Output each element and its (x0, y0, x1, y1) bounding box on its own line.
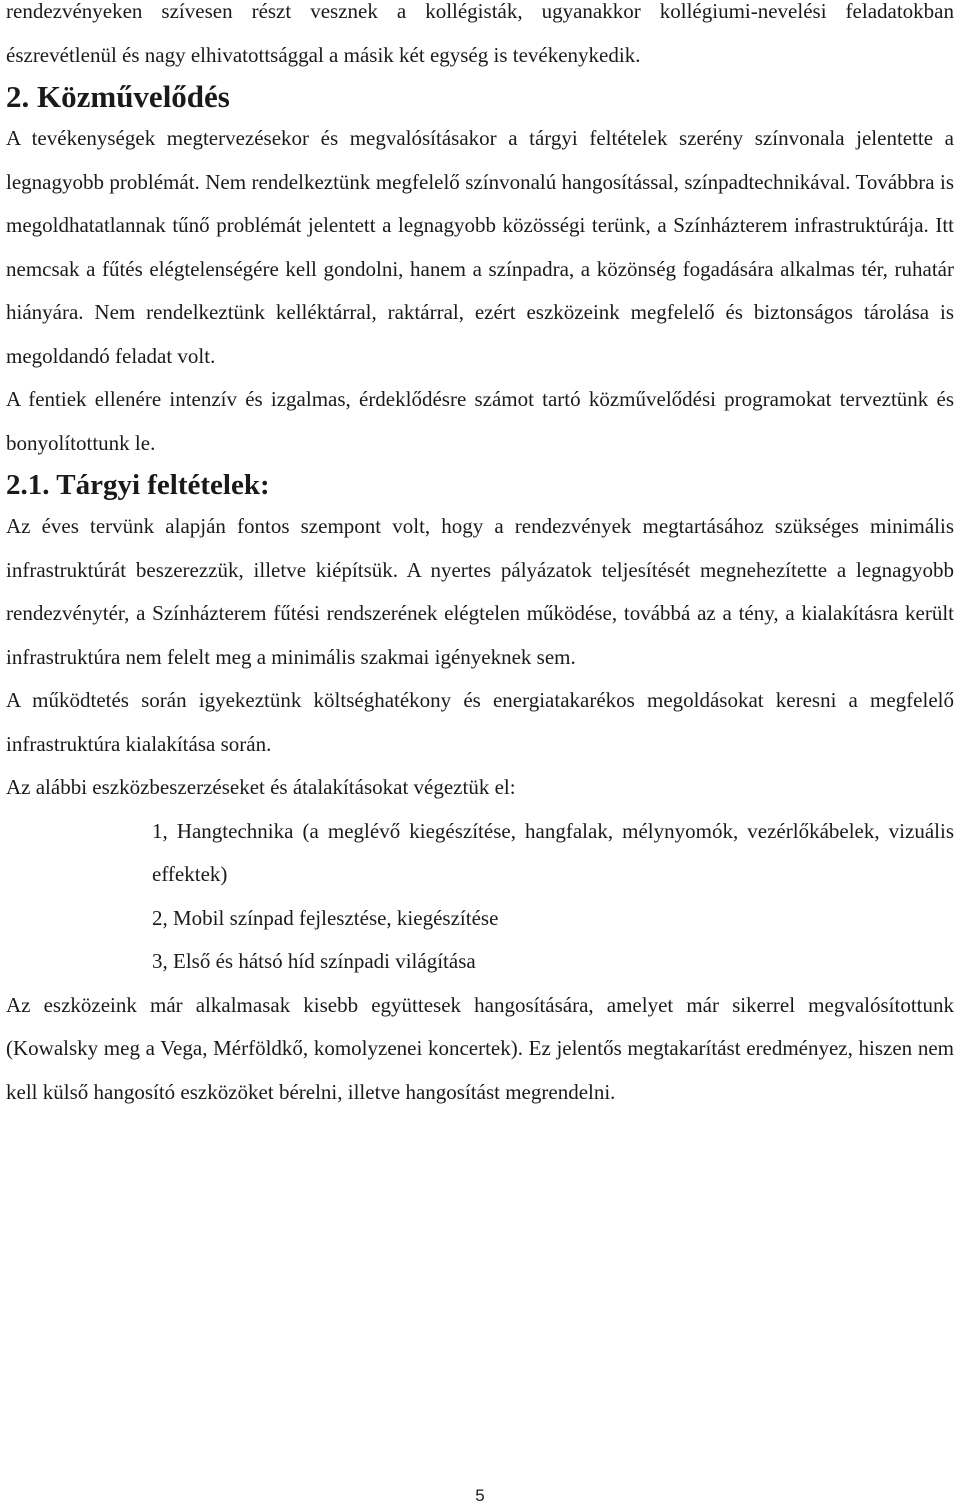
section-heading: 2. Közművelődés (6, 79, 230, 114)
intro-paragraph: rendezvényeken szívesen részt vesznek a kollégisták, ugyanakkor kollégiumi-nevelési feladatokban észrevétlenül és nagy elhivatottsággal a másik két egység is tevékenykedik. (6, 0, 954, 67)
subsection-paragraph: Az alábbi eszközbeszerzéseket és átalakításokat végeztük el: (6, 775, 516, 799)
closing-paragraph: Az eszközeink már alkalmasak kisebb együttesek hangosítására, amelyet már sikerrel megvalósítottunk (Kowalsky meg a Vega, Mérföldkő, komolyzenei koncertek). Ez jelentős megtakarítást eredményez, hiszen nem kell külső hangosító eszközöket bérelni, illetve hangosítást megrendelni. (6, 992, 954, 1104)
list-item: 3, Első és hátsó híd színpadi világítása (152, 949, 476, 973)
procurement-list (6, 810, 954, 984)
list-item: 2, Mobil színpad fejlesztése, kiegészítése (152, 905, 499, 930)
section-paragraph: A fentiek ellenére intenzív és izgalmas, érdeklődésre számot tartó közművelődési programokat terveztünk és bonyolítottunk le. (6, 387, 954, 455)
page-number: 5 (475, 1486, 485, 1505)
section-paragraph: A tevékenységek megtervezésekor és megvalósításakor a tárgyi feltételek szerény színvonala jelentette a legnagyobb problémát. Nem rendelkeztünk megfelelő színvonalú hangosítással, színpadtechnikával. Továbbra is megoldhatatlannak tűnő problémát jelentett a legnagyobb közösségi terünk, a Színházterem infrastruktúrája. Itt nemcsak a fűtés elégtelenségére kell gondolni, hanem a színpadra, a közönség fogadására alkalmas tér, ruhatár hiányára. Nem rendelkeztünk kelléktárral, raktárral, ezért eszközeink megfelelő és biztonságos tárolása is megoldandó feladat volt. (6, 126, 954, 368)
subsection-paragraph: Az éves tervünk alapján fontos szempont volt, hogy a rendezvények megtartásához szükséges minimális infrastruktúrát beszerezzük, illetve kiépítsük. A nyertes pályázatok teljesítését megnehezítette a legnagyobb rendezvénytér, a Színházterem fűtési rendszerének elégtelen működése, továbbá az a tény, a kialakításra került infrastruktúra nem felelt meg a minimális szakmai igényeknek sem. (6, 514, 954, 669)
list-item: 1, Hangtechnika (a meglévő kiegészítése, hangfalak, mélynyomók, vezérlőkábelek, vizuális effektek) (152, 818, 954, 886)
document-page (6, 0, 954, 1114)
subsection-paragraph: A működtetés során igyekeztünk költséghatékony és energiatakarékos megoldásokat keresni a megfelelő infrastruktúra kialakítása során. (6, 688, 954, 756)
subsection-heading: 2.1. Tárgyi feltételek: (6, 469, 270, 501)
